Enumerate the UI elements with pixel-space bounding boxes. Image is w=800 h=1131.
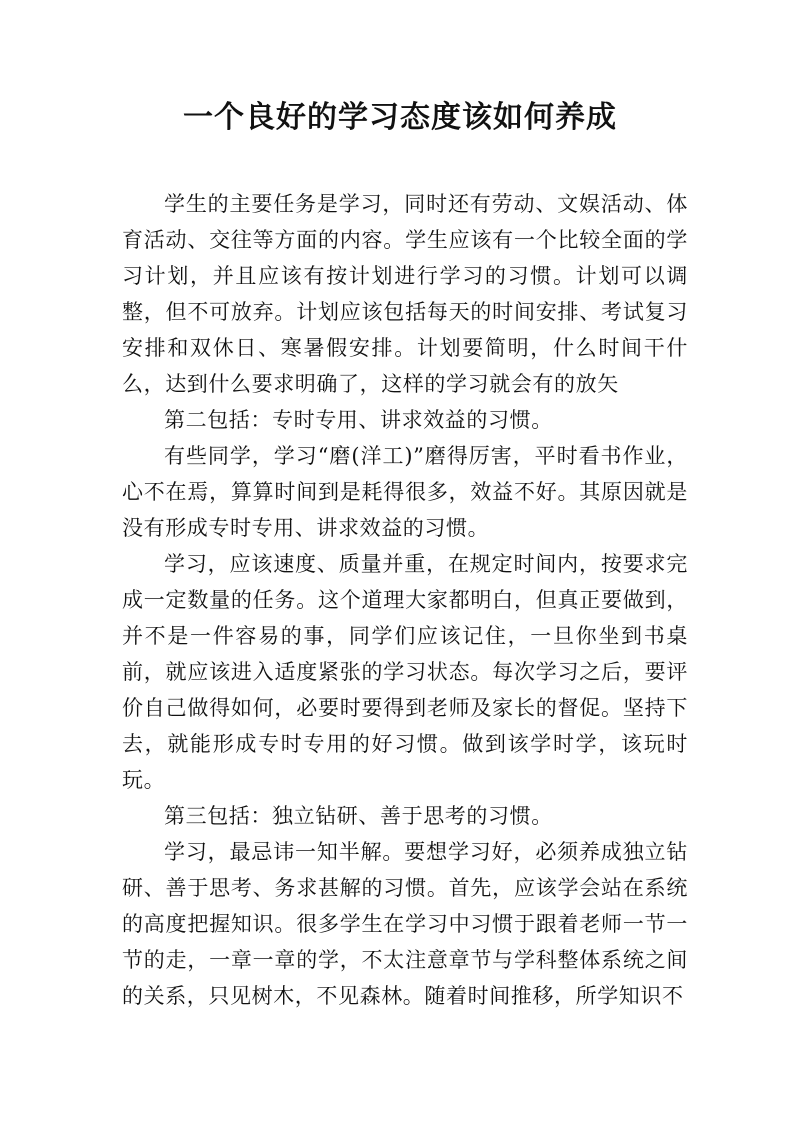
paragraph-5: 第三包括：独立钻研、善于思考的习惯。 [164,804,553,828]
paragraph-3: 有些同学，学习“磨(洋工)”磨得厉害，平时看书作业，心不在焉，算算时间到是耗得很多，效益不好。其原因就是没有形成专时专用、讲求效益的习惯。 [122,444,688,540]
document-body [122,186,688,1014]
paragraph-1: 学生的主要任务是学习，同时还有劳动、文娱活动、体育活动、交往等方面的内容。学生应该有一个比较全面的学习计划，并且应该有按计划进行学习的习惯。计划可以调整，但不可放弃。计划应该包括每天的时间安排、考试复习安排和双休日、寒暑假安排。计划要简明，什么时间干什么，达到什么要求明确了，这样的学习就会有的放矢 [122,192,688,396]
paragraph-6: 学习，最忌讳一知半解。要想学习好，必须养成独立钻研、善于思考、务求甚解的习惯。首先，应该学会站在系统的高度把握知识。很多学生在学习中习惯于跟着老师一节一节的走，一章一章的学，不太注意章节与学科整体系统之间的关系，只见树木，不见森林。随着时间推移，所学知识不 [122,840,688,1008]
document-title: 一个良好的学习态度该如何养成 [183,100,617,135]
paragraph-4: 学习，应该速度、质量并重，在规定时间内，按要求完成一定数量的任务。这个道理大家都明白，但真正要做到，并不是一件容易的事，同学们应该记住，一旦你坐到书桌前，就应该进入适度紧张的学习状态。每次学习之后，要评价自己做得如何，必要时要得到老师及家长的督促。坚持下去，就能形成专时专用的好习惯。做到该学时学，该玩时玩。 [122,552,688,792]
paragraph-2: 第二包括：专时专用、讲求效益的习惯。 [164,408,553,432]
